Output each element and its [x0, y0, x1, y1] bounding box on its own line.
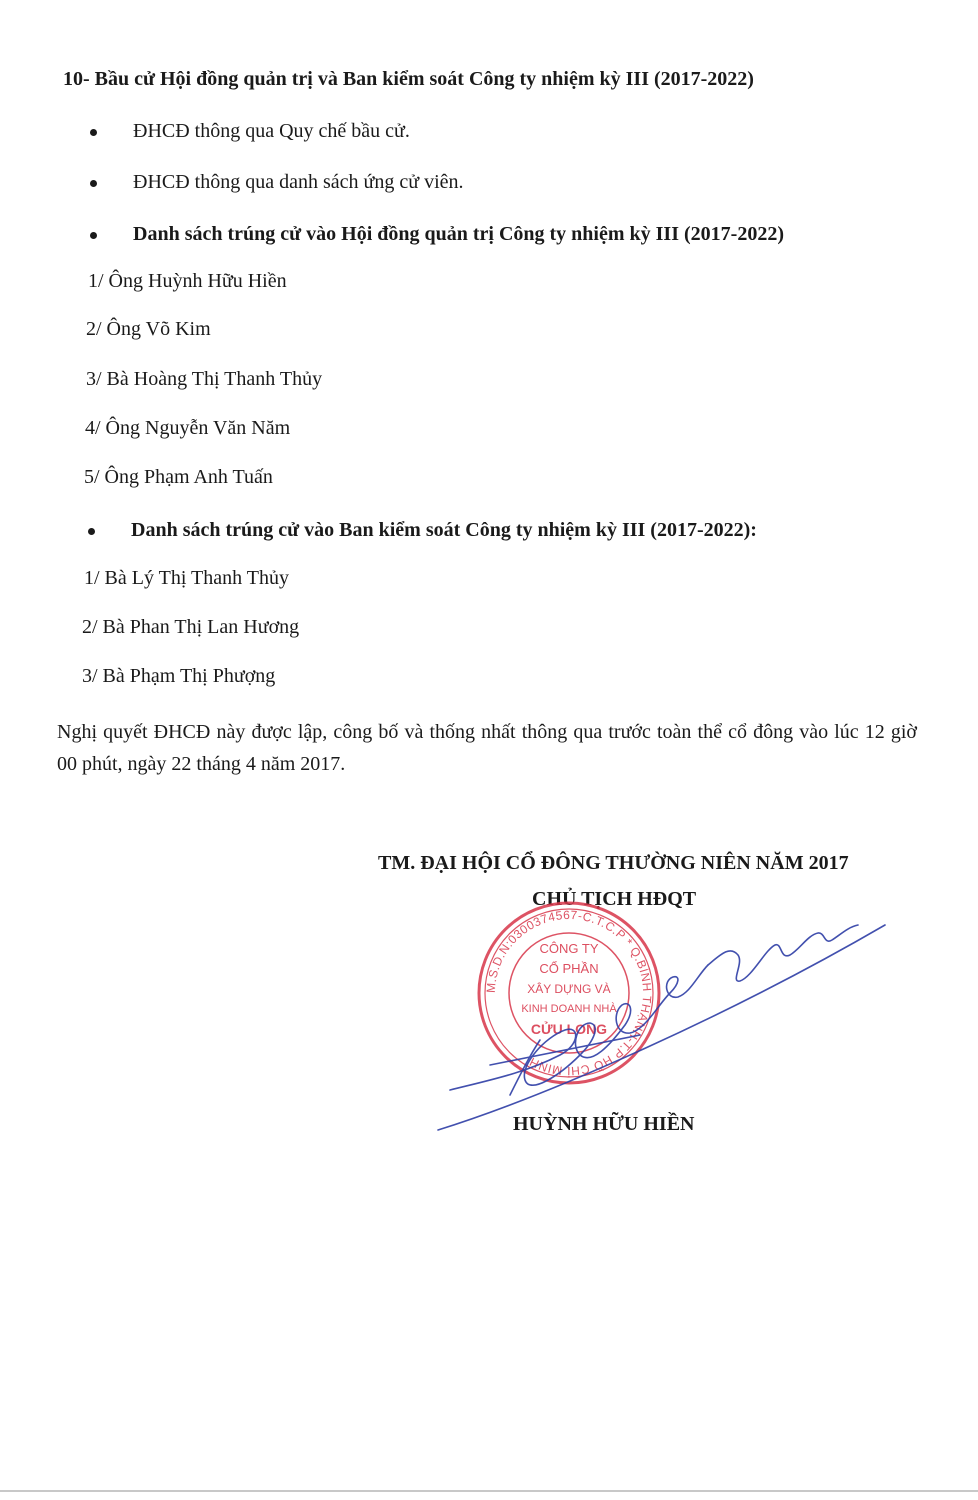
supervisory-member: 3/ Bà Phạm Thị Phượng — [82, 665, 276, 687]
signature-title: TM. ĐẠI HỘI CỔ ĐÔNG THƯỜNG NIÊN NĂM 2017 — [378, 852, 849, 874]
signer-name: HUỲNH HỮU HIỀN — [513, 1113, 695, 1135]
board-member: 2/ Ông Võ Kim — [86, 318, 211, 340]
resolution-paragraph: Nghị quyết ĐHCĐ này được lập, công bố và thống nhất thông qua trước toàn thể cổ đông vào lúc 12 giờ 00 phút, ngày 22 tháng 4 năm 2017. — [57, 721, 917, 775]
seal-line: CỬU LONG — [530, 1021, 608, 1037]
seal-line: CỔ PHẦN — [539, 961, 599, 976]
seal-ring-text: M.S.D.N:0300374567-C.T.C.P * Q.BÌNH THẠNH-T.P HỒ CHÍ MINH — [483, 907, 655, 1079]
page-bottom-edge — [0, 1490, 978, 1492]
supervisory-member: 2/ Bà Phan Thị Lan Hương — [82, 616, 300, 638]
seal-line: KINH DOANH NHÀ — [521, 1003, 617, 1015]
board-member: 5/ Ông Phạm Anh Tuấn — [84, 466, 273, 488]
supervisory-member: 1/ Bà Lý Thị Thanh Thủy — [84, 567, 289, 589]
bullet-icon — [90, 180, 97, 187]
bullet-icon — [90, 232, 97, 239]
bullet-icon — [88, 528, 95, 535]
seal-line: CÔNG TY — [539, 941, 599, 956]
board-member: 3/ Bà Hoàng Thị Thanh Thủy — [86, 368, 323, 390]
board-member: 4/ Ông Nguyễn Văn Năm — [85, 417, 291, 439]
seal-line: XÂY DỰNG VÀ — [527, 982, 611, 996]
bullet-text: ĐHCĐ thông qua Quy chế bầu cử. — [133, 120, 410, 142]
handwritten-signature-icon — [430, 905, 900, 1145]
bullet-text: Danh sách trúng cử vào Hội đồng quản trị Công ty nhiệm kỳ III (2017-2022) — [133, 223, 784, 245]
board-member: 1/ Ông Huỳnh Hữu Hiền — [88, 270, 287, 292]
bullet-text: ĐHCĐ thông qua danh sách ứng cử viên. — [133, 171, 464, 193]
bullet-text: Danh sách trúng cử vào Ban kiểm soát Công ty nhiệm kỳ III (2017-2022): — [131, 519, 757, 541]
section-heading: 10- Bầu cử Hội đồng quản trị và Ban kiểm soát Công ty nhiệm kỳ III (2017-2022) — [63, 68, 754, 90]
signature-role: CHỦ TỊCH HĐQT — [532, 888, 697, 910]
bullet-icon — [90, 129, 97, 136]
